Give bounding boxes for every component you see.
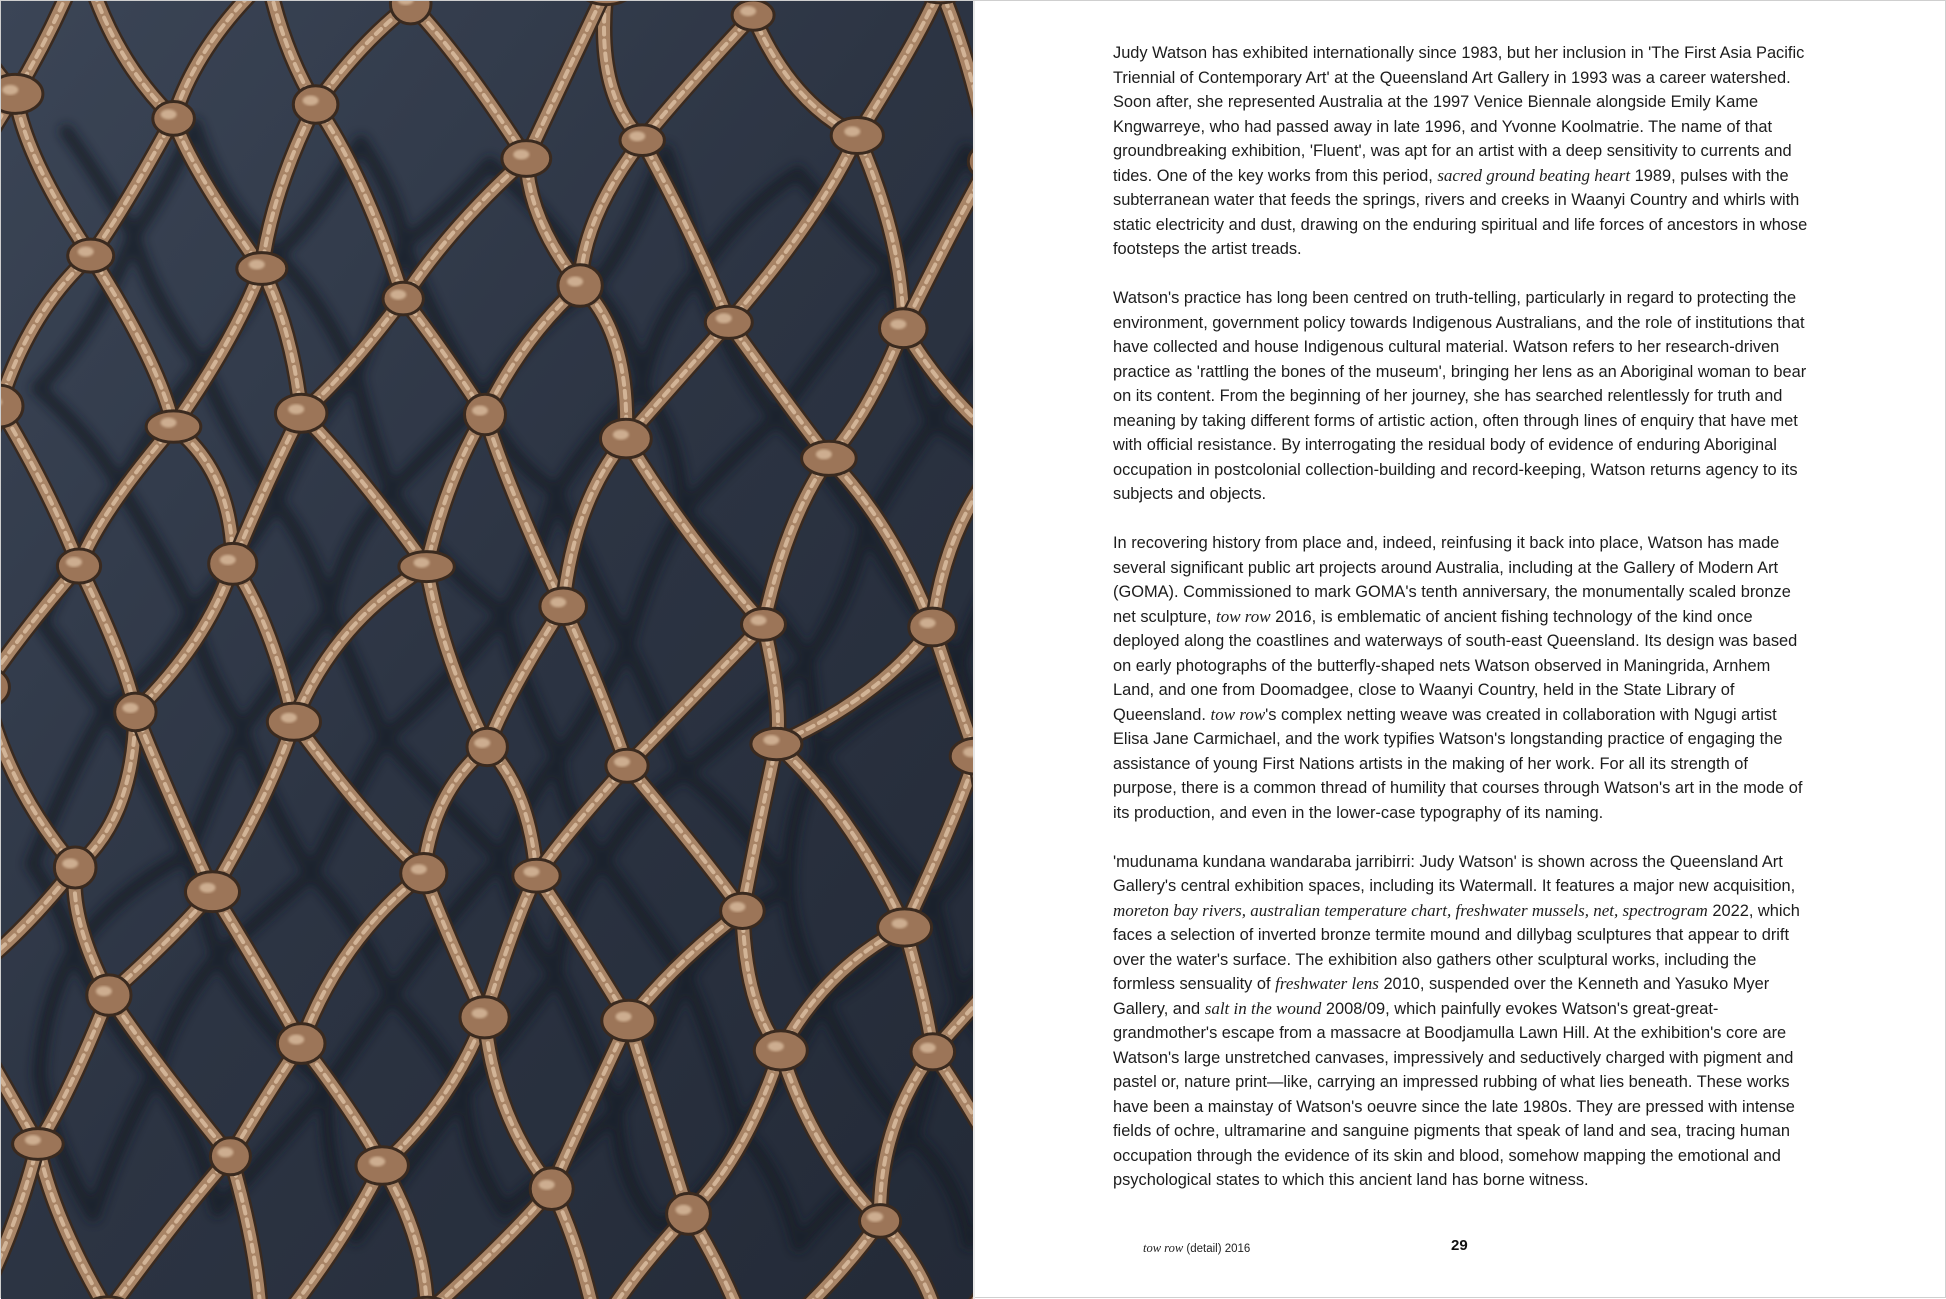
net-knot (465, 394, 506, 435)
knot-highlight (892, 919, 908, 929)
knot-highlight (768, 1041, 784, 1051)
net-knot (751, 728, 802, 759)
net-knot (13, 1129, 64, 1160)
net-knot (399, 552, 454, 582)
knot-highlight (2, 85, 18, 95)
net-knot (401, 854, 447, 893)
net-knot (860, 1205, 901, 1238)
net-knot (540, 588, 587, 625)
net-knot (530, 1168, 573, 1210)
photo-caption (1143, 1241, 1250, 1256)
knot-highlight (844, 127, 860, 137)
net-knot (209, 543, 257, 584)
knot-highlight (472, 406, 488, 416)
knot-highlight (200, 883, 216, 893)
net-knot (267, 703, 320, 740)
knot-highlight (920, 1043, 936, 1053)
body-text (1113, 41, 1809, 1217)
net-knot (558, 265, 602, 307)
paragraph-4 (1113, 850, 1809, 1193)
knot-highlight (122, 703, 138, 713)
net-knot (383, 282, 423, 315)
knot-highlight (472, 1008, 488, 1018)
text-run: 2008/09, which painfully evokes Watson's great-great-grandmother's escape from a massacre at Boodjamulla Lawn Hill. At the exhibition's core are Watson's large unstretched canvases, impressively and seductively charged with pigment and pastel or, nature print—like, carrying an impressed rubbing of what lies beneath. These works have been a mainstay of Watson's oeuvre since the late 1980s. They are pressed with intense fields of ochre, ultramarine and sanguine pigments that speak of land and sea, tracing human occupation through the evidence of its skin and blood, somehow mapping the emotional and psychological states to which this ancient land has borne witness. (1113, 1000, 1795, 1190)
net-knot (186, 872, 240, 912)
net-knot (831, 118, 883, 154)
net-knot (115, 693, 156, 731)
knot-highlight (524, 867, 540, 877)
net-knot (210, 1138, 250, 1175)
artwork-title: tow row (1211, 705, 1266, 724)
net-knot (54, 847, 96, 888)
net-knot (606, 749, 648, 782)
caption-title: tow row (1143, 1241, 1183, 1255)
bronze-net-image (1, 1, 973, 1299)
net-knot (878, 909, 932, 946)
artwork-title: sacred ground beating heart (1437, 166, 1630, 185)
net-knot (277, 1024, 325, 1064)
net-knot (467, 728, 507, 765)
net-knot (293, 86, 338, 123)
artwork-title: freshwater lens (1275, 974, 1379, 993)
knot-highlight (303, 96, 319, 106)
knot-highlight (751, 615, 767, 625)
knot-highlight (414, 558, 430, 568)
knot-highlight (616, 1012, 632, 1022)
knot-highlight (281, 713, 297, 723)
knot-highlight (539, 1180, 555, 1190)
net-knot (502, 141, 551, 177)
knot-highlight (369, 1157, 385, 1167)
knot-highlight (390, 290, 406, 300)
net-knot (732, 1, 774, 30)
paragraph-2 (1113, 286, 1809, 507)
net-knot (721, 893, 765, 928)
net-knot (880, 309, 928, 348)
knot-highlight (66, 557, 82, 567)
knot-highlight (716, 313, 732, 323)
net-knot (742, 609, 786, 641)
text-run: 1989, pulses with the subterranean water that feeds the springs, rivers and creeks in Waanyi Country and whirls with static electricity and dust, drawing on the enduring spiritual and life forces of ancestors in whose footsteps the artist treads. (1113, 167, 1807, 259)
knot-highlight (161, 109, 177, 119)
artwork-title: tow row (1216, 607, 1271, 626)
knot-highlight (411, 864, 427, 874)
net-knot (667, 1193, 711, 1234)
knot-highlight (161, 418, 177, 428)
net-knot (68, 239, 114, 272)
knot-highlight (550, 597, 566, 607)
knot-highlight (513, 150, 529, 160)
caption-detail: (detail) 2016 (1183, 1243, 1250, 1255)
text-run: 2016, is emblematic of ancient fishing technology of the kind once deployed along the coastlines and waterways of south-east Queensland. Its design was based on early photographs of the butterfly-shaped nets Watson observed in Maningrida, Arnhem Land, and one from Doomadgee, close to Waanyi Country, held in the State Library of Queensland. (1113, 608, 1797, 724)
net-knot (601, 419, 652, 458)
net-knot (802, 441, 857, 475)
net-knot (57, 549, 100, 583)
net-knot (237, 253, 287, 285)
knot-highlight (474, 738, 490, 748)
net-knot (911, 1034, 955, 1070)
net-knot (87, 975, 131, 1015)
net-knot (146, 411, 201, 442)
knot-highlight (220, 555, 236, 565)
text-run: 2010, suspended over the Kenneth and Yasuko Myer Gallery, and (1113, 975, 1769, 1018)
text-run: Watson's practice has long been centred on truth-telling, particularly in regard to protecting the environment, government policy towards Indigenous Australians, and the role of institutions that have collected and house Indigenous cultural material. Watson refers to her research-driven practice as 'rattling the bones of the museum', bringing her lens as an Aboriginal woman to bear on its content. From the beginning of her journey, she has searched relentlessly for truth and meaning by taking different forms of artistic action, often through lines of enquiry that have met with official resistance. By interrogating the residual body of evidence of enduring Aboriginal occupation in postcolonial collection-building and record-keeping, Watson returns agency to its subjects and objects. (1113, 289, 1806, 503)
knot-highlight (25, 1135, 41, 1145)
page-number: 29 (1451, 1237, 1468, 1254)
sculpture-photo (1, 1, 973, 1299)
knot-highlight (96, 986, 112, 996)
knot-highlight (249, 260, 265, 270)
net-knot (620, 125, 664, 156)
knot-highlight (613, 430, 629, 440)
net-knot (754, 1031, 807, 1070)
text-run: 2022, which faces a selection of inverted bronze termite mound and dillybag sculptures that appear to drift over the water's surface. The exhibition also gathers other sculptural works, including the formless sensuality of (1113, 902, 1800, 994)
knot-highlight (920, 618, 936, 628)
net-knot (909, 608, 957, 646)
knot-highlight (62, 859, 78, 869)
artwork-title: moreton bay rivers, australian temperature chart, freshwater mussels, net, spectrogram (1113, 901, 1708, 920)
knot-highlight (729, 902, 745, 912)
net-knot (705, 306, 752, 338)
knot-highlight (217, 1147, 233, 1157)
knot-highlight (629, 131, 645, 141)
knot-highlight (614, 757, 630, 767)
page-gutter (973, 1, 975, 1299)
net-knot (602, 1000, 656, 1041)
knot-highlight (676, 1205, 692, 1215)
net-knot (513, 859, 560, 892)
knot-highlight (890, 319, 906, 329)
knot-highlight (288, 404, 304, 414)
text-run: In recovering history from place and, indeed, reinfusing it back into place, Watson has made several significant public art projects around Australia, including at the Gallery of Modern Art (GOMA). Commissioned to mark GOMA's tenth anniversary, the monumentally scaled bronze net sculpture, (1113, 534, 1791, 626)
knot-highlight (816, 449, 832, 459)
knot-highlight (288, 1035, 304, 1045)
knot-highlight (567, 277, 583, 287)
knot-highlight (740, 6, 756, 16)
net-knot (153, 102, 195, 136)
net-knot (276, 394, 327, 432)
text-run: Judy Watson has exhibited internationally since 1983, but her inclusion in 'The First Asia Pacific Triennial of Contemporary Art' at the Queensland Art Gallery in 1993 was a career watershed. Soon after, she represented Australia at the 1997 Venice Biennale alongside Emily Kame Kngwarreye, who had passed away in late 1996, and Yvonne Koolmatrie. The name of that groundbreaking exhibition, 'Fluent', was apt for an artist with a deep sensitivity to currents and tides. One of the key works from this period, (1113, 44, 1804, 185)
net-knot (460, 997, 509, 1038)
text-run: 'mudunama kundana wandaraba jarribirri: Judy Watson' is shown across the Queensland Art Gallery's central exhibition spaces, including its Watermall. It features a major new acquisition, (1113, 853, 1795, 896)
knot-highlight (763, 735, 779, 745)
paragraph-3 (1113, 531, 1809, 825)
text-run: 's complex netting weave was created in collaboration with Ngugi artist Elisa Jane Carmichael, and the work typifies Watson's longstanding practice of engaging the assistance of young First Nations artists in the making of her work. For all its strength of purpose, there is a common thread of humility that courses through Watson's art in the mode of its production, and even in the lower-case typography of its naming. (1113, 706, 1802, 822)
artwork-title: salt in the wound (1205, 999, 1322, 1018)
net-knot (356, 1147, 408, 1185)
knot-highlight (78, 247, 94, 257)
knot-highlight (867, 1212, 883, 1222)
paragraph-1 (1113, 41, 1809, 262)
